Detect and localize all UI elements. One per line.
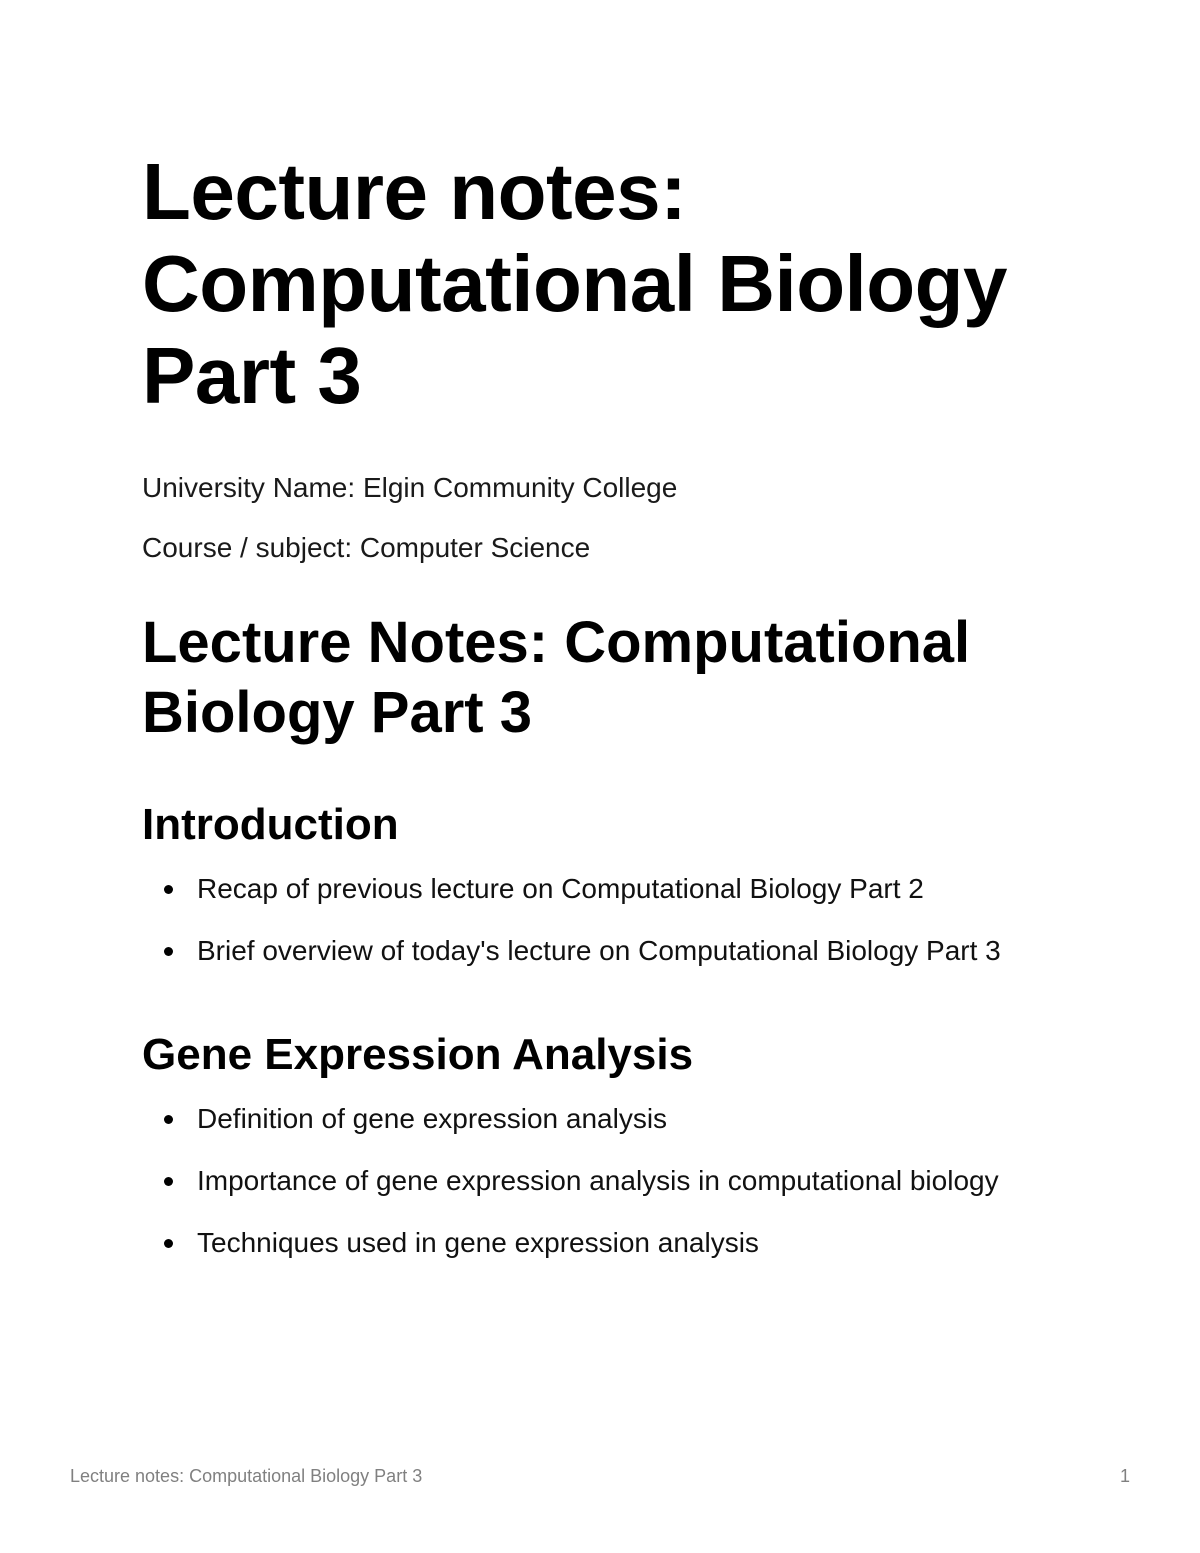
bullet-list-introduction <box>142 866 1062 974</box>
bullet-icon <box>164 1239 173 1248</box>
list-item <box>142 866 1062 912</box>
section-title-gene-expression: Gene Expression Analysis <box>142 1030 694 1079</box>
bullet-icon <box>164 885 173 894</box>
title-line-2: Computational Biology <box>142 239 1008 328</box>
list-item-text: Techniques used in gene expression analysis <box>197 1227 759 1258</box>
list-item-text: Recap of previous lecture on Computational Biology Part 2 <box>197 873 924 904</box>
bullet-list-gene-expression <box>142 1096 1062 1266</box>
bullet-icon <box>164 947 173 956</box>
page-footer <box>70 1466 1130 1487</box>
document-title <box>142 146 1062 422</box>
section-introduction <box>142 798 1062 974</box>
bullet-icon <box>164 1115 173 1124</box>
section-gene-expression-analysis <box>142 1028 1062 1266</box>
list-item-text: Importance of gene expression analysis in computational biology <box>197 1165 999 1196</box>
list-item <box>142 928 1062 974</box>
university-name: University Name: Elgin Community College <box>142 472 678 503</box>
list-item-text: Definition of gene expression analysis <box>197 1103 668 1134</box>
list-item <box>142 1096 1062 1142</box>
bullet-icon <box>164 1177 173 1186</box>
course-subject: Course / subject: Computer Science <box>142 532 591 563</box>
footer-title: Lecture notes: Computational Biology Part 3 <box>70 1466 423 1486</box>
list-item <box>142 1220 1062 1266</box>
section-heading: Lecture Notes: Computational Biology Part 3 <box>142 610 971 745</box>
list-item-text: Brief overview of today's lecture on Computational Biology Part 3 <box>197 935 1001 966</box>
section-title-introduction: Introduction <box>142 800 399 849</box>
document-meta <box>142 470 1062 566</box>
page-number: 1 <box>1119 1466 1130 1486</box>
title-line-3: Part 3 <box>142 331 362 420</box>
list-item <box>142 1158 1062 1204</box>
title-line-1: Lecture notes: <box>142 147 687 236</box>
page-content <box>142 146 1062 1282</box>
